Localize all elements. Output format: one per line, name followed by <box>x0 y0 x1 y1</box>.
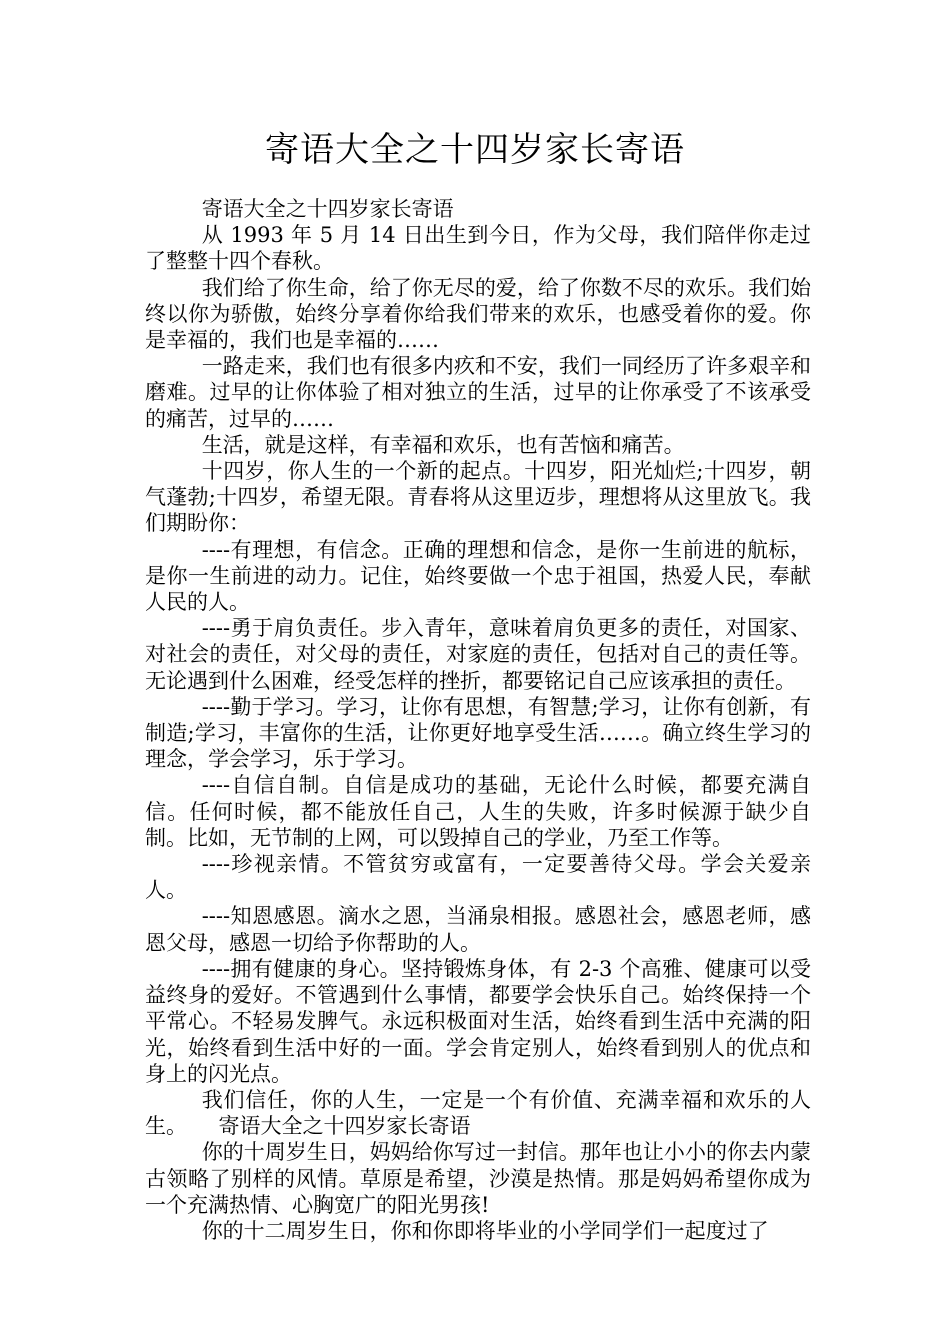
paragraph: ----拥有健康的身心。坚持锻炼身体，有 2-3 个高雅、健康可以受益终身的爱好。不管遇到什么事情，都要学会快乐自己。始终保持一个平常心。不轻易发脾气。永远积极面对生活，始终看到生活中充满的阳光，始终看到生活中好的一面。学会肯定别人，始终看到别人的优点和身上的闪光点。 <box>145 956 811 1086</box>
paragraph: ----有理想，有信念。正确的理想和信念，是你一生前进的航标，是你一生前进的动力。记住，始终要做一个忠于祖国，热爱人民，奉献人民的人。 <box>145 537 811 615</box>
paragraph: 我们信任，你的人生，一定是一个有价值、充满幸福和欢乐的人生。 寄语大全之十四岁家长寄语 <box>145 1087 811 1139</box>
paragraph: 你的十二周岁生日，你和你即将毕业的小学同学们一起度过了 <box>201 1218 769 1243</box>
paragraph: ----勤于学习。学习，让你有思想，有智慧;学习，让你有创新，有制造;学习，丰富你的生活，让你更好地享受生活……。确立终生学习的理念，学会学习，乐于学习。 <box>145 694 811 772</box>
document-body <box>145 196 811 1244</box>
paragraph: 一路走来，我们也有很多内疚和不安，我们一同经历了许多艰辛和磨难。过早的让你体验了相对独立的生活，过早的让你承受了不该承受的痛苦，过早的…… <box>145 354 811 431</box>
paragraph: 十四岁，你人生的一个新的起点。十四岁，阳光灿烂;十四岁，朝气蓬勃;十四岁，希望无限。青春将从这里迈步，理想将从这里放飞。我们期盼你： <box>145 459 811 536</box>
paragraph: 生活，就是这样，有幸福和欢乐，也有苦恼和痛苦。 <box>201 432 685 457</box>
paragraph: ----自信自制。自信是成功的基础，无论什么时候，都要充满自信。任何时候，都不能放任自己，人生的失败，许多时候源于缺少自制。比如，无节制的上网，可以毁掉自己的学业，乃至工作等。 <box>145 773 811 850</box>
paragraph: ----勇于肩负责任。步入青年，意味着肩负更多的责任，对国家、对社会的责任，对父母的责任，对家庭的责任，包括对自己的责任等。无论遇到什么困难，经受怎样的挫折，都要铭记自己应该承担的责任。 <box>145 616 811 693</box>
paragraph: 你的十周岁生日，妈妈给你写过一封信。那年也让小小的你去内蒙古领略了别样的风情。草原是希望，沙漠是热情。那是妈妈希望你成为一个充满热情、心胸宽广的阳光男孩! <box>145 1140 811 1217</box>
paragraph: ----珍视亲情。不管贫穷或富有，一定要善待父母。学会关爱亲人。 <box>145 852 811 903</box>
paragraph: 我们给了你生命，给了你无尽的爱，给了你数不尽的欢乐。我们始终以你为骄傲，始终分享着你给我们带来的欢乐，也感受着你的爱。你是幸福的，我们也是幸福的…… <box>145 275 811 353</box>
document-title: 寄语大全之十四岁家长寄语 <box>265 130 685 170</box>
paragraph: 寄语大全之十四岁家长寄语 <box>201 197 454 221</box>
paragraph: ----知恩感恩。滴水之恩，当涌泉相报。感恩社会，感恩老师，感恩父母，感恩一切给予你帮助的人。 <box>145 904 811 955</box>
paragraph: 从 1993 年 5 月 14 日出生到今日，作为父母，我们陪伴你走过了整整十四个春秋。 <box>145 223 811 274</box>
